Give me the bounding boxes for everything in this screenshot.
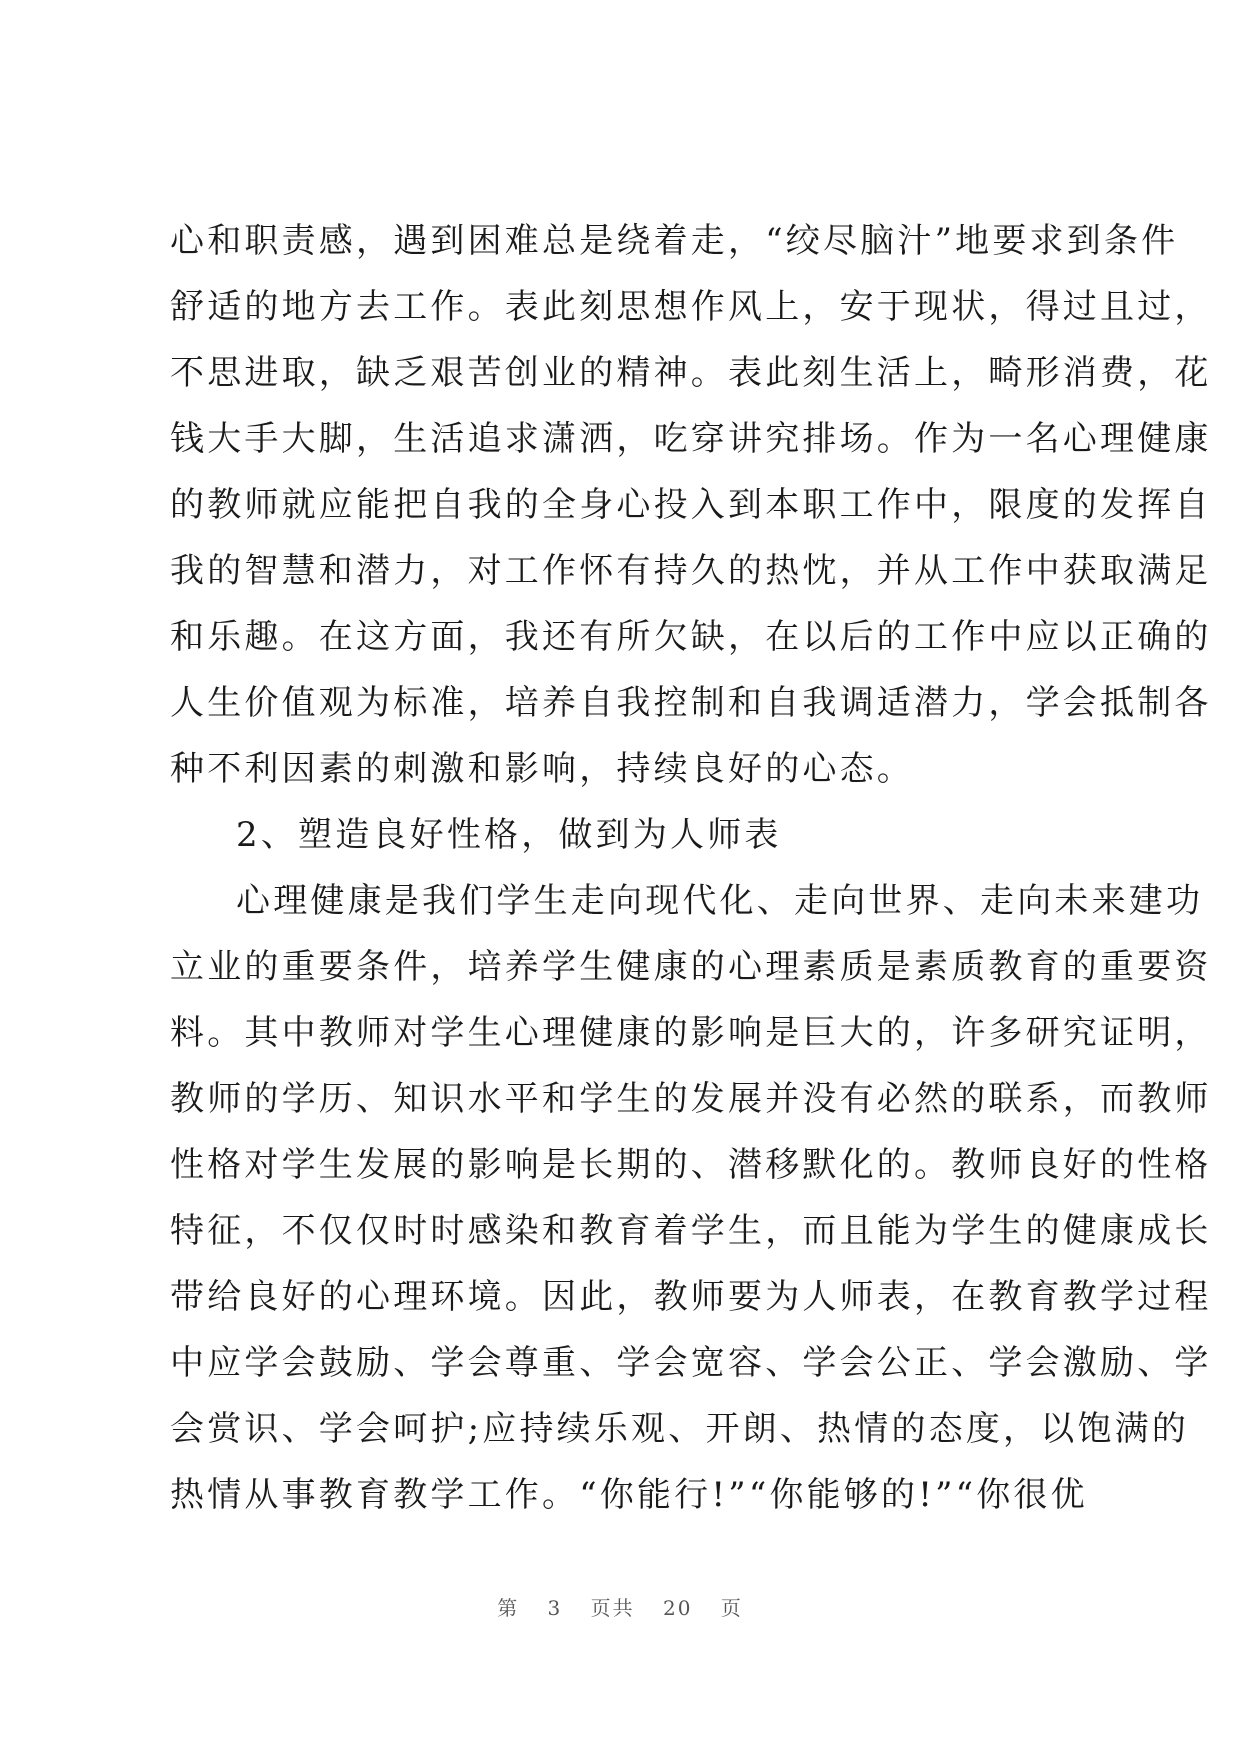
text-line: 不思进取，缺乏艰苦创业的精神。表此刻生活上，畸形消费，花 xyxy=(170,353,1212,393)
text-line: 性格对学生发展的影响是长期的、潜移默化的。教师良好的性格 xyxy=(170,1145,1212,1185)
document-body xyxy=(170,221,1212,1544)
text-line: 和乐趣。在这方面，我还有所欠缺，在以后的工作中应以正确的 xyxy=(170,617,1212,657)
footer-prefix: 第 xyxy=(497,1596,520,1620)
text-line: 料。其中教师对学生心理健康的影响是巨大的，许多研究证明， xyxy=(170,1013,1212,1053)
text-line: 舒适的地方去工作。表此刻思想作风上，安于现状，得过且过， xyxy=(170,287,1212,327)
text-line: 人生价值观为标准，培养自我控制和自我调适潜力，学会抵制各 xyxy=(170,683,1212,723)
text-line: 我的智慧和潜力，对工作怀有持久的热忱，并从工作中获取满足 xyxy=(170,551,1212,591)
page-footer xyxy=(0,1592,1240,1621)
footer-page-number: 3 xyxy=(547,1596,563,1620)
text-line: 中应学会鼓励、学会尊重、学会宽容、学会公正、学会激励、学 xyxy=(170,1343,1212,1383)
footer-suffix: 页 xyxy=(720,1596,743,1620)
text-line: 心和职责感，遇到困难总是绕着走，“绞尽脑汁”地要求到条件 xyxy=(170,221,1179,261)
text-line: 的教师就应能把自我的全身心投入到本职工作中，限度的发挥自 xyxy=(170,485,1212,525)
text-line: 教师的学历、知识水平和学生的发展并没有必然的联系，而教师 xyxy=(170,1079,1212,1119)
text-line: 带给良好的心理环境。因此，教师要为人师表，在教育教学过程 xyxy=(170,1277,1212,1317)
text-line: 心理健康是我们学生走向现代化、走向世界、走向未来建功 xyxy=(236,881,1204,921)
footer-middle: 页共 xyxy=(590,1596,635,1620)
text-line: 钱大手大脚，生活追求潇洒，吃穿讲究排场。作为一名心理健康 xyxy=(170,419,1212,459)
text-line: 热情从事教育教学工作。“你能行!”“你能够的!”“你很优 xyxy=(170,1475,1088,1515)
text-line: 立业的重要条件，培养学生健康的心理素质是素质教育的重要资 xyxy=(170,947,1212,987)
text-line: 种不利因素的刺激和影响，持续良好的心态。 xyxy=(170,749,914,789)
section-heading: 2、塑造良好性格，做到为人师表 xyxy=(236,815,782,855)
text-line: 会赏识、学会呵护;应持续乐观、开朗、热情的态度，以饱满的 xyxy=(170,1409,1190,1449)
text-line: 特征，不仅仅时时感染和教育着学生，而且能为学生的健康成长 xyxy=(170,1211,1212,1251)
footer-total-pages: 20 xyxy=(663,1596,693,1620)
